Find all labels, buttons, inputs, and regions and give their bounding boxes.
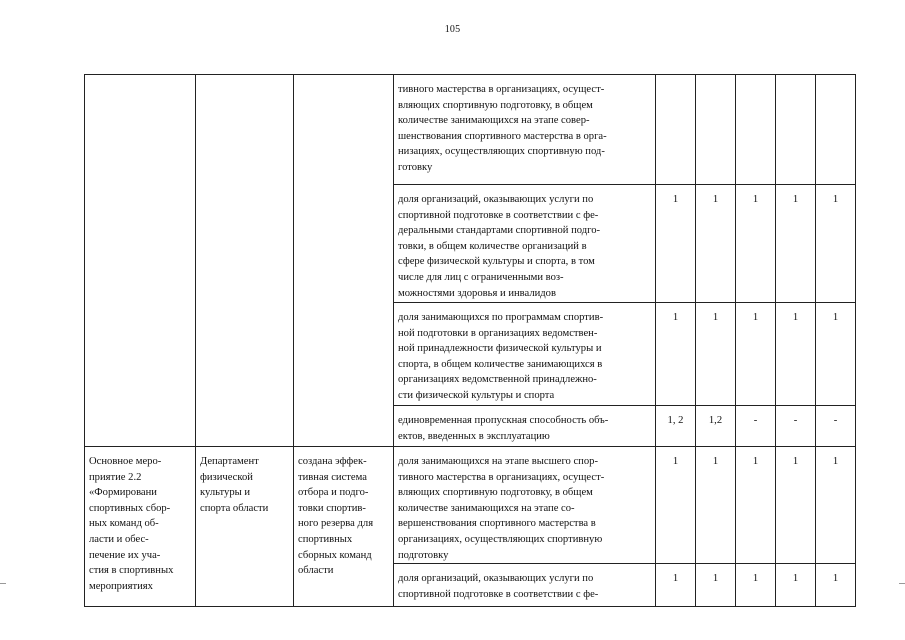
value-cell: 1 bbox=[736, 564, 776, 607]
indicator-cell: доля организаций, оказывающих услуги по спортивной подготовке в соответствии с фе- деральными стандартами спортивной подго- товки, в общем количестве организаций в сфере физической культуры и спорта, в том числе для лиц с ограниченными воз- можностями здоровья и инвалидов bbox=[394, 185, 656, 303]
measure-name-cell: Основное меро- приятие 2.2 «Формировани спортивных сбор- ных команд об- ласти и обес- печение их уча- стия в спортивных мероприятиях bbox=[85, 447, 196, 607]
indicator-cell: доля занимающихся на этапе высшего спор- тивного мастерства в организациях, осущест- вляющих спортивную подготовку, в общем количестве занимающихся на этапе со- вершенствования спортивного мастерства в организациях, осуществляющих спортивную подготовку bbox=[394, 447, 656, 564]
executor-cell: Департамент физической культуры и спорта области bbox=[196, 447, 294, 607]
value-cell: 1 bbox=[656, 303, 696, 406]
measure-name-cell-empty bbox=[85, 75, 196, 447]
result-cell: создана эффек- тивная система отбора и подго- товки спортив- ного резерва для спортивных сборных команд области bbox=[294, 447, 394, 607]
value-cell bbox=[736, 75, 776, 185]
value-cell: 1, 2 bbox=[656, 406, 696, 447]
table-row bbox=[85, 447, 856, 564]
value-cell: 1 bbox=[696, 185, 736, 303]
scan-edge-mark bbox=[0, 583, 6, 584]
value-cell bbox=[816, 75, 856, 185]
value-cell: - bbox=[736, 406, 776, 447]
value-cell: 1 bbox=[776, 447, 816, 564]
value-cell: 1 bbox=[696, 447, 736, 564]
value-cell: 1 bbox=[696, 303, 736, 406]
executor-cell-empty bbox=[196, 75, 294, 447]
indicator-cell: тивного мастерства в организациях, осущест- вляющих спортивную подготовку, в общем количестве занимающихся на этапе совер- шенствования спортивного мастерства в орга- низациях, осуществляющих спортивную под- готовку bbox=[394, 75, 656, 185]
value-cell: 1 bbox=[816, 447, 856, 564]
value-cell: 1 bbox=[776, 185, 816, 303]
indicator-cell: доля занимающихся по программам спортив- ной подготовки в организациях ведомствен- ной принадлежности физической культуры и спорта, в общем количестве занимающихся в организациях ведомственной принадлежно- сти физической культуры и спорта bbox=[394, 303, 656, 406]
value-cell: 1 bbox=[736, 303, 776, 406]
value-cell: 1 bbox=[736, 447, 776, 564]
result-cell-empty bbox=[294, 75, 394, 447]
value-cell: 1,2 bbox=[696, 406, 736, 447]
value-cell bbox=[696, 75, 736, 185]
value-cell: 1 bbox=[656, 185, 696, 303]
value-cell: 1 bbox=[816, 303, 856, 406]
value-cell: 1 bbox=[816, 564, 856, 607]
value-cell: 1 bbox=[736, 185, 776, 303]
indicator-cell: единовременная пропускная способность объ- ектов, введенных в эксплуатацию bbox=[394, 406, 656, 447]
value-cell: 1 bbox=[656, 447, 696, 564]
value-cell: 1 bbox=[696, 564, 736, 607]
indicator-cell: доля организаций, оказывающих услуги по спортивной подготовке в соответствии с фе- bbox=[394, 564, 656, 607]
table-row bbox=[85, 75, 856, 185]
value-cell: 1 bbox=[816, 185, 856, 303]
value-cell: - bbox=[776, 406, 816, 447]
value-cell: 1 bbox=[656, 564, 696, 607]
value-cell bbox=[776, 75, 816, 185]
page-number: 105 bbox=[444, 24, 461, 35]
value-cell: 1 bbox=[776, 303, 816, 406]
scan-edge-mark bbox=[899, 583, 905, 584]
value-cell: - bbox=[816, 406, 856, 447]
value-cell bbox=[656, 75, 696, 185]
value-cell: 1 bbox=[776, 564, 816, 607]
program-indicators-table bbox=[84, 74, 856, 607]
